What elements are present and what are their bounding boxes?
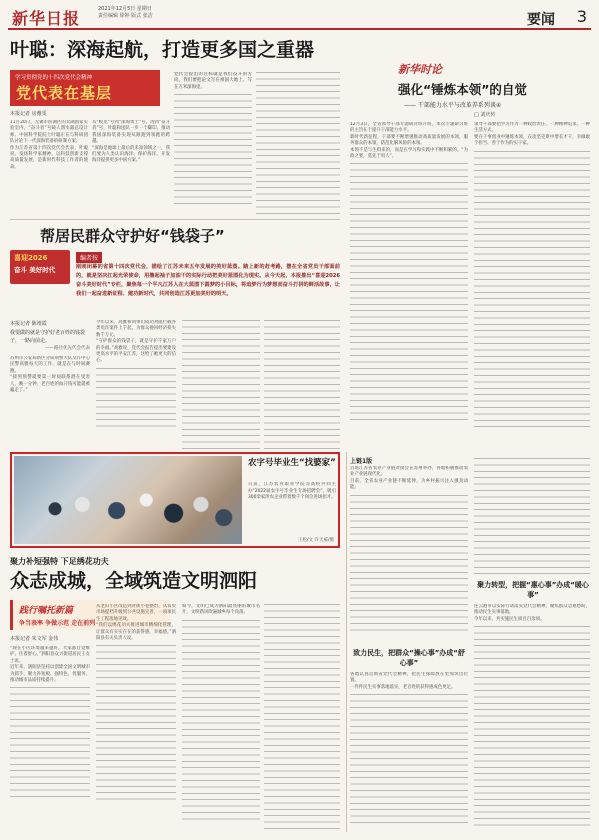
- column-paragraph: 新时代新征程，干部要不断增强推动高质量发展的本领，服务群众的本领，防范化解风险的本领。: [350, 134, 468, 147]
- story3-banner-line1: 践行嘱托新篇: [19, 606, 74, 616]
- brief1-body-lines: [350, 495, 468, 635]
- banner-kicker: 学习贯彻党的十四次党代会精神: [15, 75, 93, 81]
- column-col1: [350, 122, 468, 452]
- story2-body-lines: [96, 368, 176, 428]
- story3-paragraph: 从老旧小区改造到背街小巷整治，从农贸市场提档升级到公共设施完善，一项项民生工程落地见效。: [96, 604, 176, 622]
- story2-headline: 帮居民群众守护好“钱袋子”: [40, 227, 225, 245]
- story3-body-lines: [182, 620, 260, 820]
- editor-credit: 责任编辑 徐婷 版式 张洁: [98, 13, 153, 19]
- editor-note-label: 编者按: [76, 252, 102, 263]
- newspaper-logo: 新华日报: [12, 9, 81, 28]
- story1-paragraph: 作为江苏省第十四次党代会代表，叶聪说，发扬科学家精神、以科技创新支撑高质量发展，是新时代科技工作者的使命。: [10, 145, 88, 170]
- photo-caption: 日前，江苏农业职业学院等高校共同主办“2022届农字号毕业生专场招聘会”，吸引300余家涉农企业带着数千个岗位进场招才。: [248, 482, 336, 501]
- divider: [10, 219, 340, 220]
- banner-title: 党代表在基层: [16, 84, 113, 102]
- brief3-paragraph: 一件件民生实事落地落实，老百姓的获得感成色更足。: [350, 684, 456, 690]
- brief2-body-lines: [474, 626, 590, 826]
- page-number: 3: [576, 7, 587, 26]
- photo-credit: 王松/文 许天威/摄: [298, 538, 334, 543]
- column-subtitle: —— 干部能力水平与改革养系列谈④: [404, 102, 502, 109]
- story3-col2: [96, 604, 176, 832]
- column-col2: [474, 122, 590, 452]
- story1-col3: [174, 72, 252, 216]
- column-headline: 强化“锤炼本领”的自觉: [398, 82, 527, 97]
- brief2-title: 聚力转型，把握“惠心事”办成“暖心事”: [477, 581, 589, 599]
- story3-paragraph: 如今，文明已成为泗阳最亮丽的城市名片，文明新风吹遍城乡每个角落。: [182, 604, 260, 616]
- story3-paragraph: “现在小区环境越来越好，大家都自觉维护，住着舒心。”泗阳县众兴街道居民王女士说。: [10, 646, 90, 664]
- promo-tag: [10, 250, 70, 284]
- brief3-body: [350, 672, 468, 832]
- story2-paragraph: 今年以来，高雅和同事们成功劝阻拦截各类电诈案件上千起，为群众挽回经济损失数千万元。: [96, 320, 176, 338]
- masthead: [8, 4, 591, 30]
- story1-col1: [10, 120, 88, 216]
- story1-byline: 本报记者 房雅雯: [10, 111, 47, 117]
- brief1-col2: [474, 458, 590, 576]
- brief1-paragraph: 首场江苏省农业产业链对接会在苏州举办，各地积极推动农业产业链现代化。: [350, 466, 468, 478]
- brief1-title: 上链1版: [350, 458, 373, 465]
- brief2-paragraph: 连云港市以实际行动落实党代会精神，聚焦群众急难愁盼，推动民生实事落地。: [474, 604, 590, 616]
- masthead-meta: [98, 6, 153, 20]
- story2-col2: [96, 320, 176, 451]
- story1-paragraph: 从“蛟龙”号到“深海勇士”号，再到“奋斗者”号，叶聪和团队一步一个脚印，推动我国深海装备实现从跟跑到领跑的跨越。: [92, 120, 170, 145]
- column-body-lines: [350, 163, 468, 423]
- story3-paragraph: 近年来，泗阳县坚持以创建全国文明城市为抓手，聚力补短板、强特色、优服务，推动城市品质持续提升。: [10, 665, 90, 684]
- brief1-paragraph: 目前，全省农业产业链不断延伸，为乡村振兴注入强劲动能。: [350, 478, 468, 491]
- issue-date: 2021年12月5日 星期日: [98, 6, 152, 12]
- story2-byline: 本报记者 陈靖霞: [10, 321, 47, 327]
- column-tag: [398, 58, 468, 78]
- story1-banner: [10, 70, 160, 106]
- story2-paragraph: “守护群众的钱袋子，就是守护千家万户的幸福。”高雅说，党代会报告提出要建设更高水平的平安江苏，这给了她更大的信心。: [96, 339, 176, 364]
- story2-paragraph: “接到预警就要第一时间联系潜在受害人，晚一分钟，老百姓的血汗钱可能就被骗走了。”: [10, 375, 90, 394]
- story3-body-lines: [96, 645, 176, 805]
- story2-quote-attribution: ——路径优先代会代表: [45, 346, 90, 351]
- story1-paragraph: 11月20日，无锡市滨湖区的太湖国家实验室内，“奋斗者”号载人潜水器总设计师、中国科学院院士叶聪正在与科研团队讨论下一代深海装备的研制方案。: [10, 120, 88, 145]
- story2-paragraph: 苏州市公安局新区分局刑警大队反诈中心民警高雅每天的工作，就是在与时间赛跑。: [10, 356, 90, 374]
- photo-story-box: [10, 452, 340, 548]
- brief3-paragraph: 各地认真贯彻省党代会精神，把民生保障放在更加突出位置。: [350, 672, 468, 684]
- news-photo: [14, 456, 242, 544]
- brief3-title: 致力民生，把群众“操心事”办成“舒心事”: [353, 649, 465, 667]
- brief2-body: [474, 604, 590, 832]
- story1-headline: 叶聪：深海起航，打造更多国之重器: [10, 39, 315, 61]
- story1-col4: [256, 72, 340, 216]
- editor-note: 刚刚闭幕的省第十四次党代会，描绘了江苏未来五年发展的美好蓝图。踏上新的赶考路，摆在全省党员干部面前的，就是坚决扛起光荣使命，用撸起袖子加油干的实际行动把美好蓝图化为现实。从今天起，本报推出“喜迎2026 奋斗美好时代”专栏，聚焦每一个平凡江苏人在大蓝图下圆梦的小目标，将追梦行为梦想而奋斗打拼的鲜活故事，让我们一起奋进新征程、建功新时代，共同创造江苏更加美好的明天。: [76, 264, 340, 297]
- story1-col2: [92, 120, 170, 216]
- divider: [346, 452, 347, 832]
- brief2-paragraph: 今年以来，共实施民生项目百余项。: [474, 616, 545, 622]
- column-byline: □ 刘庆传: [474, 112, 496, 118]
- section-title: 要闻: [527, 12, 555, 28]
- story3-body-lines: [10, 687, 90, 797]
- story2-col3: [182, 320, 260, 451]
- column-paragraph: 本领不是与生俱来的，而是在学习和实践中不断积累的。“为政之要，莫先于用人”。: [350, 147, 468, 160]
- story2-quote-text: 我要做的就是守护好老百姓的钱袋子，一路向前走。: [10, 330, 86, 344]
- photo-story-title: 农字号毕业生“找婆家”: [248, 458, 336, 468]
- story2-col4: [264, 320, 340, 451]
- brief1-col1: [350, 466, 468, 642]
- story3-byline: 本报记者 朱文军 金伟: [10, 636, 59, 642]
- story1-paragraph: “深海是地球上最后的未知领域之一，我们要为人类认识海洋、保护海洋、开发海洋提供更多中国方案。”: [92, 145, 170, 164]
- promo-line1: 喜迎2026: [14, 254, 48, 262]
- story3-col4: [264, 604, 340, 832]
- column-tag-text: 新华时论: [398, 63, 442, 76]
- story3-col1: [10, 646, 90, 832]
- column-body-lines: [474, 151, 590, 431]
- story3-col3: [182, 604, 260, 832]
- brief3-body-lines: [350, 694, 468, 824]
- story2-quote: [10, 329, 90, 351]
- story1-quote: 党代会提出的目标就是我们奋斗的方向，我们要把论文写在祖国大地上、写在万米深海里。: [174, 72, 252, 90]
- column-paragraph: 领导干部要把学习作为一种政治责任、一种精神追求、一种生活方式。: [474, 122, 590, 134]
- story1-body-lines: [174, 94, 252, 204]
- column-paragraph: 12月3日，全省领导干部专题研讨班开班，本次专题研讨班的主旨在于提升干部能力水平。: [350, 122, 468, 134]
- story3-kicker: 聚力补短强特 下足绣花功夫: [10, 557, 109, 566]
- promo-line2: 奋斗 美好时代: [14, 266, 56, 274]
- column-paragraph: 要在干事创业中锤炼本领，在攻坚克难中增长才干，争做敢于担当、善于作为的实干家。: [474, 134, 590, 147]
- story3-banner-line2: 争当表率 争做示范 走在前列: [19, 620, 96, 627]
- story3-paragraph: “我们以绣花功夫推进城市精细化管理，让群众有实实在在的获得感、幸福感。”泗阳县有关负责人说。: [96, 623, 176, 642]
- story2-col1: [10, 356, 90, 451]
- story3-headline: 众志成城，全域筑造文明泗阳: [10, 570, 258, 592]
